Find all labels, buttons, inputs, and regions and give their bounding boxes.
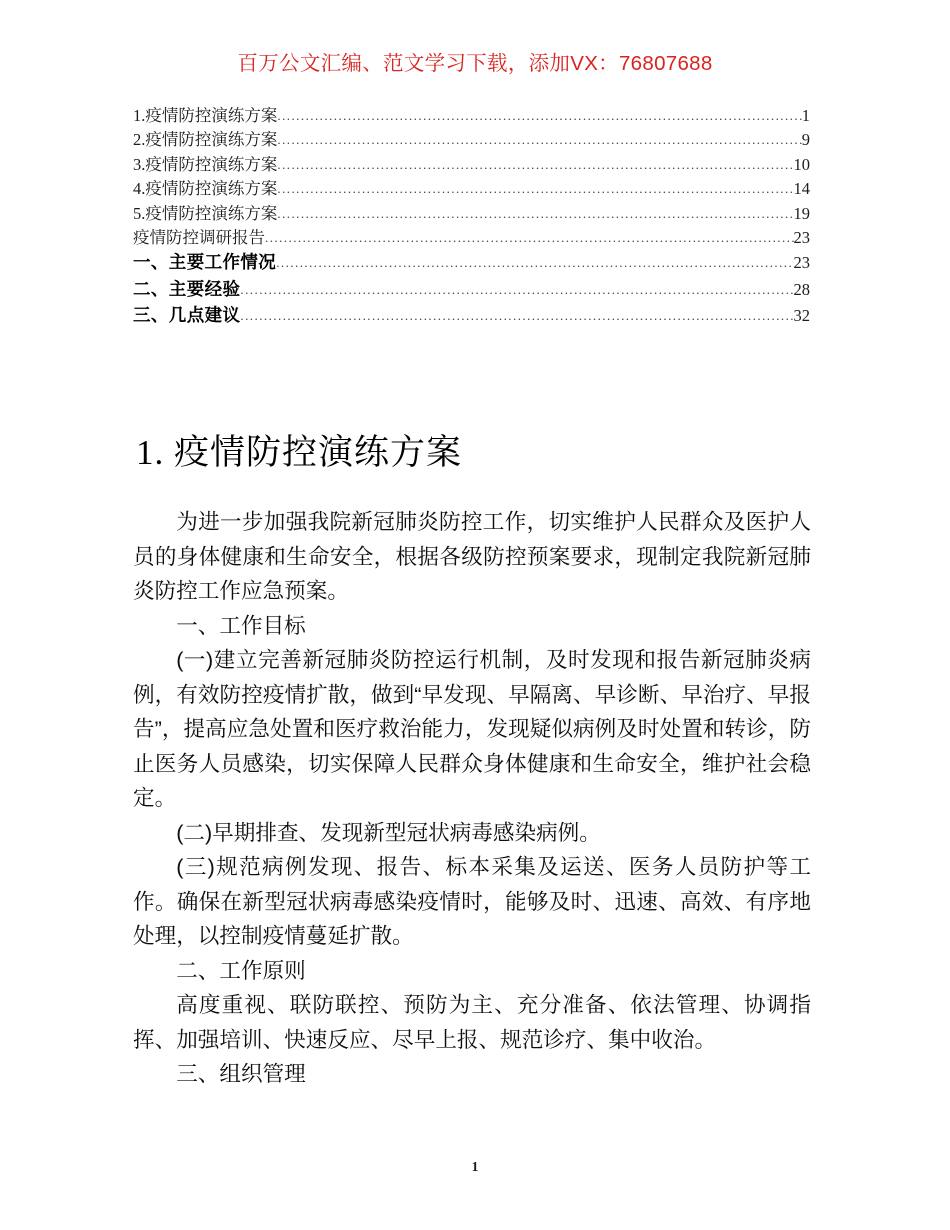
toc-entry[interactable]: [133, 202, 810, 226]
body-paragraph: (二)早期排查、发现新型冠状病毒感染病例。: [176, 819, 601, 845]
toc-dot-leader: [277, 104, 801, 127]
document-body: [133, 505, 811, 1092]
toc-entry-label: 一、主要工作情况: [133, 252, 277, 273]
body-paragraph: 高度重视、联防联控、预防为主、充分准备、依法管理、协调指挥、加强培训、快速反应、尽早上报、规范诊疗、集中收治。: [133, 992, 811, 1052]
toc-entry[interactable]: [133, 226, 810, 250]
body-paragraph: 为进一步加强我院新冠肺炎防控工作，切实维护人民群众及医护人员的身体健康和生命安全，根据各级防控预案要求，现制定我院新冠肺炎防控工作应急预案。: [133, 509, 811, 603]
toc-dot-leader: [277, 202, 793, 225]
toc-entry-page: 1: [801, 106, 810, 125]
section-heading-3: 三、组织管理: [176, 1061, 306, 1086]
toc-dot-leader: [276, 250, 793, 276]
table-of-contents: [133, 104, 810, 330]
body-paragraph: (一)建立完善新冠肺炎防控运行机制，及时发现和报告新冠肺炎病例，有效防控疫情扩散，做到“早发现、早隔离、早诊断、早治疗、早报告”，提高应急处置和医疗救治能力，发现疑似病例及时处置和转诊，防止医务人员感染，切实保障人民群众身体健康和生命安全，维护社会稳定。: [133, 647, 811, 810]
toc-entry-page: 14: [793, 179, 810, 199]
toc-entry-label: 5.疫情防控演练方案: [133, 203, 278, 223]
body-paragraph: (三)规范病例发现、报告、标本采集及运送、医务人员防护等工作。确保在新型冠状病毒感染疫情时，能够及时、迅速、高效、有序地处理，以控制疫情蔓延扩散。: [133, 854, 811, 948]
toc-entry[interactable]: [133, 128, 810, 152]
toc-entry[interactable]: [133, 177, 810, 201]
toc-entry-label: 3.疫情防控演练方案: [133, 154, 278, 174]
toc-entry[interactable]: [133, 104, 810, 128]
section-heading-1: 一、工作目标: [176, 612, 306, 638]
section-heading-2: 二、工作原则: [176, 957, 306, 983]
toc-entry-page: 28: [793, 279, 810, 299]
toc-entry-page: 23: [793, 228, 810, 248]
toc-dot-leader: [265, 226, 794, 249]
toc-entry-label: 二、主要经验: [133, 278, 241, 299]
toc-entry-page: 32: [793, 306, 810, 326]
footer-page-number: 1: [471, 1159, 479, 1174]
toc-entry-page: 23: [793, 253, 810, 273]
toc-entry-label: 2.疫情防控演练方案: [133, 130, 278, 150]
toc-entry-label: 4.疫情防控演练方案: [133, 179, 278, 199]
toc-entry[interactable]: [133, 277, 810, 304]
promo-header-text: 百万公文汇编、范文学习下载，添加VX：76807688: [237, 52, 713, 75]
toc-entry[interactable]: [133, 303, 810, 330]
toc-dot-leader: [240, 303, 793, 329]
toc-entry-page: 9: [801, 130, 810, 150]
toc-dot-leader: [277, 128, 801, 151]
toc-entry-label: 疫情防控调研报告: [133, 228, 265, 248]
toc-entry[interactable]: [133, 250, 810, 277]
toc-entry-page: 10: [793, 154, 810, 174]
toc-dot-leader: [277, 177, 793, 200]
toc-entry[interactable]: [133, 153, 810, 177]
toc-dot-leader: [277, 153, 793, 176]
toc-entry-label: 1.疫情防控演练方案: [133, 106, 278, 125]
toc-entry-label: 三、几点建议: [133, 305, 241, 326]
toc-dot-leader: [240, 277, 793, 303]
document-heading: 1. 疫情防控演练方案: [136, 433, 463, 473]
toc-entry-page: 19: [793, 203, 810, 223]
